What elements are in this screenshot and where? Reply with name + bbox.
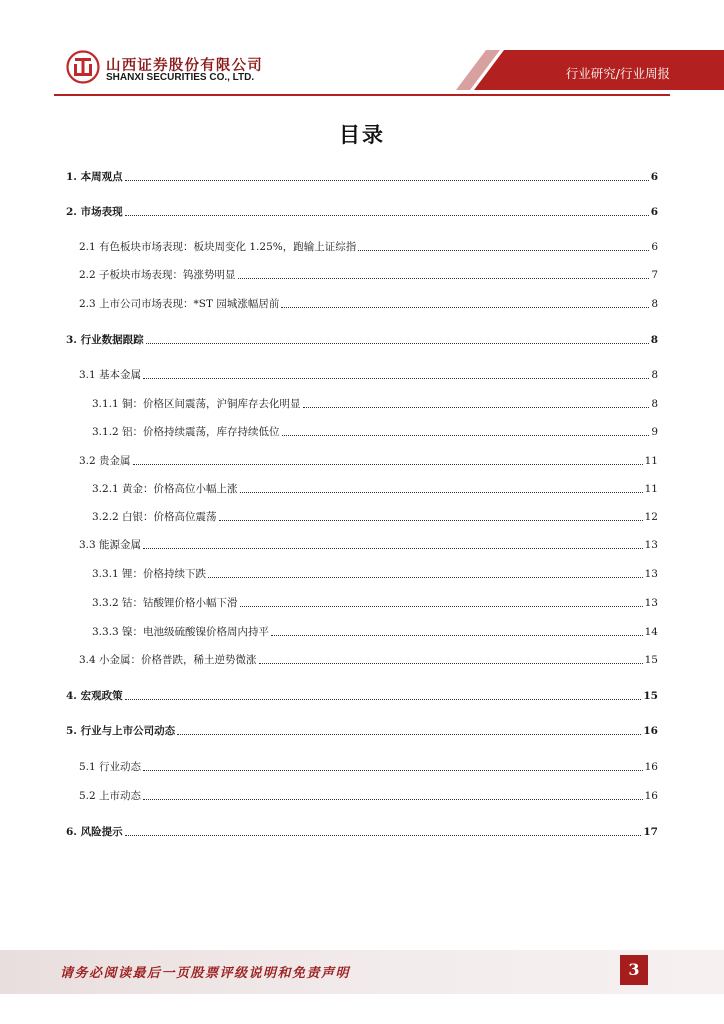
toc-leader-dots — [238, 278, 650, 279]
toc-entry-label: 3.2.1 黄金：价格高位小幅上涨 — [92, 483, 238, 495]
toc-entry[interactable] — [79, 653, 658, 667]
toc-entry[interactable] — [66, 170, 658, 184]
toc-leader-dots — [240, 492, 643, 493]
toc-entry[interactable] — [79, 538, 658, 552]
toc-entry-label: 2.1 有色板块市场表现：板块周变化 1.25%，跑输上证综指 — [79, 241, 357, 253]
toc-entry[interactable] — [79, 240, 658, 254]
toc-entry-page: 15 — [644, 654, 658, 666]
report-category: 行业研究/行业周报 — [565, 66, 670, 81]
toc-leader-dots — [240, 606, 643, 607]
toc-entry-page: 16 — [644, 761, 658, 773]
toc-leader-dots — [358, 250, 649, 251]
header-divider — [54, 94, 670, 96]
toc-leader-dots — [259, 663, 643, 664]
toc-leader-dots — [146, 343, 649, 344]
toc-entry[interactable] — [92, 510, 658, 524]
toc-leader-dots — [143, 799, 643, 800]
toc-entry-label: 3.1 基本金属 — [79, 369, 142, 381]
toc-entry[interactable] — [92, 567, 658, 581]
toc-entry-label: 3.3.1 锂：价格持续下跌 — [92, 568, 207, 580]
toc-leader-dots — [208, 577, 643, 578]
toc-entry-label: 4. 宏观政策 — [66, 690, 123, 702]
toc-entry-page: 13 — [644, 539, 658, 551]
toc-leader-dots — [125, 835, 642, 836]
toc-entry-page: 16 — [643, 725, 658, 737]
toc-entry-label: 1. 本周观点 — [66, 171, 123, 183]
toc-leader-dots — [303, 407, 650, 408]
toc-leader-dots — [143, 378, 649, 379]
toc-entry[interactable] — [79, 789, 658, 803]
toc-entry-label: 3.1.1 铜：价格区间震荡，沪铜库存去化明显 — [92, 398, 301, 410]
toc-entry-page: 8 — [651, 398, 658, 410]
toc-entry-label: 2.2 子板块市场表现：钨涨势明显 — [79, 269, 236, 281]
toc-entry-page: 17 — [643, 826, 658, 838]
company-name-en: SHANXI SECURITIES CO., LTD. — [106, 72, 255, 83]
toc-leader-dots — [125, 215, 649, 216]
toc-entry[interactable] — [92, 596, 658, 610]
toc-entry-page: 14 — [644, 626, 658, 638]
toc-entry-page: 11 — [644, 483, 658, 495]
footer-disclaimer: 请务必阅读最后一页股票评级说明和免责声明 — [60, 966, 351, 981]
toc-entry-label: 3.3 能源金属 — [79, 539, 142, 551]
toc-leader-dots — [177, 734, 641, 735]
toc-leader-dots — [143, 548, 643, 549]
toc-entry-page: 7 — [651, 269, 658, 281]
toc-entry-page: 9 — [651, 426, 658, 438]
toc-entry-page: 8 — [651, 298, 658, 310]
toc-entry-label: 3.3.3 镍：电池级硫酸镍价格周内持平 — [92, 626, 270, 638]
toc-entry-label: 5.2 上市动态 — [79, 790, 142, 802]
toc-leader-dots — [133, 464, 643, 465]
toc-entry[interactable] — [66, 333, 658, 347]
toc-entry-page: 8 — [650, 334, 658, 346]
toc-entry-label: 3.1.2 铝：价格持续震荡，库存持续低位 — [92, 426, 280, 438]
toc-entry-page: 6 — [651, 241, 658, 253]
toc-leader-dots — [143, 770, 643, 771]
company-name-cn: 山西证券股份有限公司 — [106, 58, 263, 74]
page-header — [0, 0, 724, 100]
toc-entry-page: 16 — [644, 790, 658, 802]
toc-leader-dots — [125, 699, 642, 700]
toc-entry-page: 15 — [643, 690, 658, 702]
toc-entry[interactable] — [79, 268, 658, 282]
toc-entry-label: 3.3.2 钴：钴酸锂价格小幅下滑 — [92, 597, 238, 609]
toc-entry[interactable] — [92, 425, 658, 439]
toc-entry-label: 2. 市场表现 — [66, 206, 123, 218]
toc-entry[interactable] — [66, 689, 658, 703]
toc-entry-label: 5.1 行业动态 — [79, 761, 142, 773]
toc-entry-page: 6 — [650, 206, 658, 218]
toc-entry[interactable] — [79, 297, 658, 311]
toc-entry-label: 3.2 贵金属 — [79, 455, 131, 467]
toc-entry-label: 3. 行业数据跟踪 — [66, 334, 144, 346]
toc-entry-label: 6. 风险提示 — [66, 826, 123, 838]
toc-entry[interactable] — [92, 397, 658, 411]
toc-entry-page: 13 — [644, 597, 658, 609]
toc-entry-page: 8 — [651, 369, 658, 381]
toc-entry[interactable] — [92, 625, 658, 639]
toc-leader-dots — [271, 635, 643, 636]
toc-entry[interactable] — [79, 760, 658, 774]
toc-title: 目录 — [339, 123, 385, 147]
toc-leader-dots — [125, 180, 649, 181]
toc-entry-page: 6 — [650, 171, 658, 183]
shanxi-securities-logo-icon — [66, 50, 100, 84]
toc-entry[interactable] — [66, 825, 658, 839]
toc-entry[interactable] — [66, 724, 658, 738]
toc-entry-page: 11 — [644, 455, 658, 467]
toc-entry[interactable] — [79, 454, 658, 468]
toc-entry-page: 12 — [644, 511, 658, 523]
page-number: 3 — [628, 960, 640, 979]
toc-leader-dots — [282, 435, 650, 436]
toc-entry-label: 3.4 小金属：价格普跌，稀土逆势微涨 — [79, 654, 257, 666]
toc-entry-label: 3.2.2 白银：价格高位震荡 — [92, 511, 217, 523]
toc-leader-dots — [219, 520, 643, 521]
toc-entry-label: 5. 行业与上市公司动态 — [66, 725, 176, 737]
toc-entry-label: 2.3 上市公司市场表现：*ST 园城涨幅居前 — [79, 298, 280, 310]
toc-entry[interactable] — [79, 368, 658, 382]
toc-entry[interactable] — [66, 205, 658, 219]
toc-entry-page: 13 — [644, 568, 658, 580]
toc-leader-dots — [281, 307, 649, 308]
toc-entry[interactable] — [92, 482, 658, 496]
